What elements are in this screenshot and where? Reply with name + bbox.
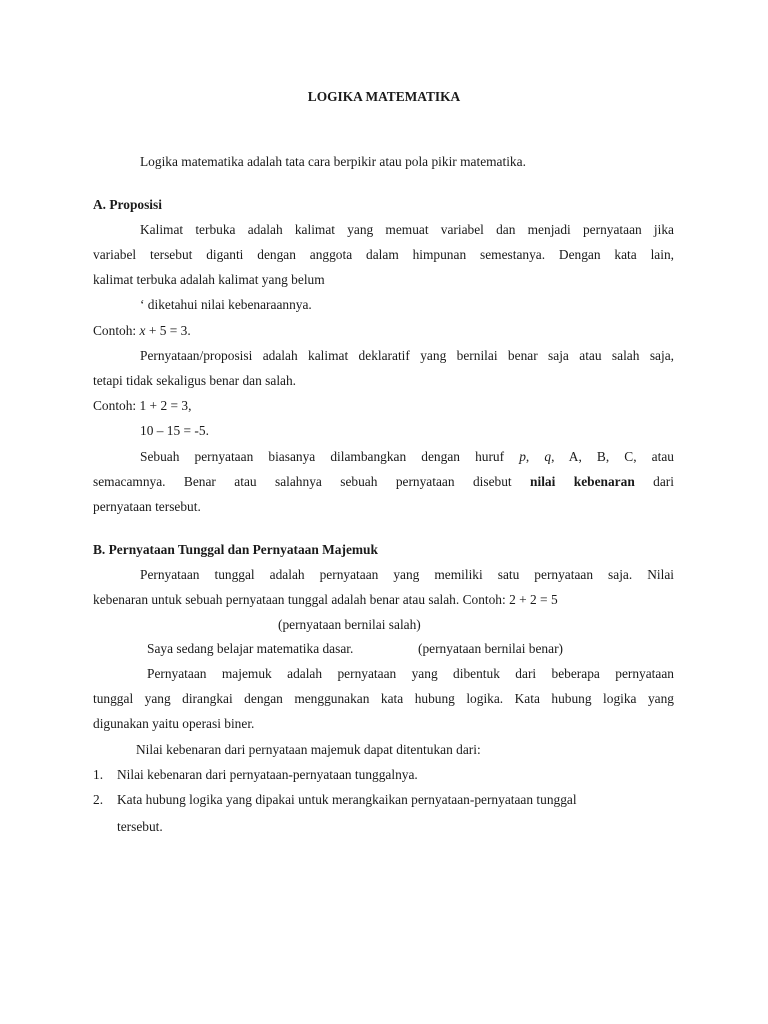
- bold-term: nilai kebenaran: [530, 474, 635, 489]
- text-run: Sebuah pernyataan biasanya dilambangkan dengan huruf: [140, 449, 520, 464]
- list-number: 1.: [93, 767, 104, 782]
- paragraph-line: variabel tersebut diganti dengan anggota dalam himpunan semestanya. Dengan kata lain,: [93, 247, 674, 262]
- paragraph-line: Pernyataan tunggal adalah pernyataan yang memiliki satu pernyataan saja. Nilai: [140, 567, 674, 582]
- paragraph-line: Pernyataan majemuk adalah pernyataan yang dibentuk dari beberapa pernyataan: [147, 666, 674, 681]
- symbol-q: q: [544, 449, 552, 464]
- paragraph-line: [140, 449, 674, 465]
- example-note: (pernyataan bernilai salah): [278, 617, 421, 632]
- list-text: Nilai kebenaran dari pernyataan-pernyataan tunggalnya.: [117, 767, 418, 782]
- paragraph-line: ‘ diketahui nilai kebenaraannya.: [140, 297, 312, 312]
- symbol-p: p: [519, 449, 526, 464]
- page-title: LOGIKA MATEMATIKA: [307, 89, 461, 104]
- example-sentence: Saya sedang belajar matematika dasar.: [147, 641, 354, 656]
- list-item-continuation: tersebut.: [117, 819, 163, 834]
- text-run: dari: [634, 474, 674, 489]
- paragraph-line: pernyataan tersebut.: [93, 499, 201, 514]
- paragraph-line: kalimat terbuka adalah kalimat yang belum: [93, 272, 325, 287]
- paragraph-line: [93, 474, 674, 490]
- example-prefix: Contoh:: [93, 323, 140, 338]
- paragraph-line: kebenaran untuk sebuah pernyataan tunggal adalah benar atau salah. Contoh: 2 + 2 = 5: [93, 592, 558, 607]
- text-run: ,: [525, 449, 545, 464]
- variable-x: x: [139, 323, 146, 338]
- list-number: 2.: [93, 792, 104, 807]
- paragraph-line: tunggal yang dirangkai dengan menggunakan kata hubung logika. Kata hubung logika yang: [93, 691, 674, 706]
- paragraph-line: tetapi tidak sekaligus benar dan salah.: [93, 373, 297, 388]
- text-run: , A, B, C, atau: [551, 449, 674, 464]
- example-line: [93, 323, 674, 339]
- section-b-heading: B. Pernyataan Tunggal dan Pernyataan Majemuk: [93, 542, 378, 557]
- list-text: Kata hubung logika yang dipakai untuk merangkaikan pernyataan-pernyataan tunggal: [117, 792, 577, 807]
- paragraph-line: Pernyataan/proposisi adalah kalimat deklaratif yang bernilai benar saja atau salah saja,: [140, 348, 674, 363]
- intro-paragraph: Logika matematika adalah tata cara berpikir atau pola pikir matematika.: [140, 154, 526, 169]
- text-run: semacamnya. Benar atau salahnya sebuah pernyataan disebut: [93, 474, 531, 489]
- list-item: [93, 767, 674, 783]
- example-line: Contoh: 1 + 2 = 3,: [93, 398, 192, 413]
- example-expression: + 5 = 3.: [145, 323, 191, 338]
- paragraph-line: digunakan yaitu operasi biner.: [93, 716, 255, 731]
- section-a-heading: A. Proposisi: [93, 197, 162, 212]
- example-line: 10 – 15 = -5.: [140, 423, 209, 438]
- example-note: (pernyataan bernilai benar): [418, 641, 563, 656]
- paragraph-line: Kalimat terbuka adalah kalimat yang memuat variabel dan menjadi pernyataan jika: [140, 222, 674, 237]
- list-item: [93, 792, 674, 808]
- paragraph-line: Nilai kebenaran dari pernyataan majemuk dapat ditentukan dari:: [136, 742, 481, 757]
